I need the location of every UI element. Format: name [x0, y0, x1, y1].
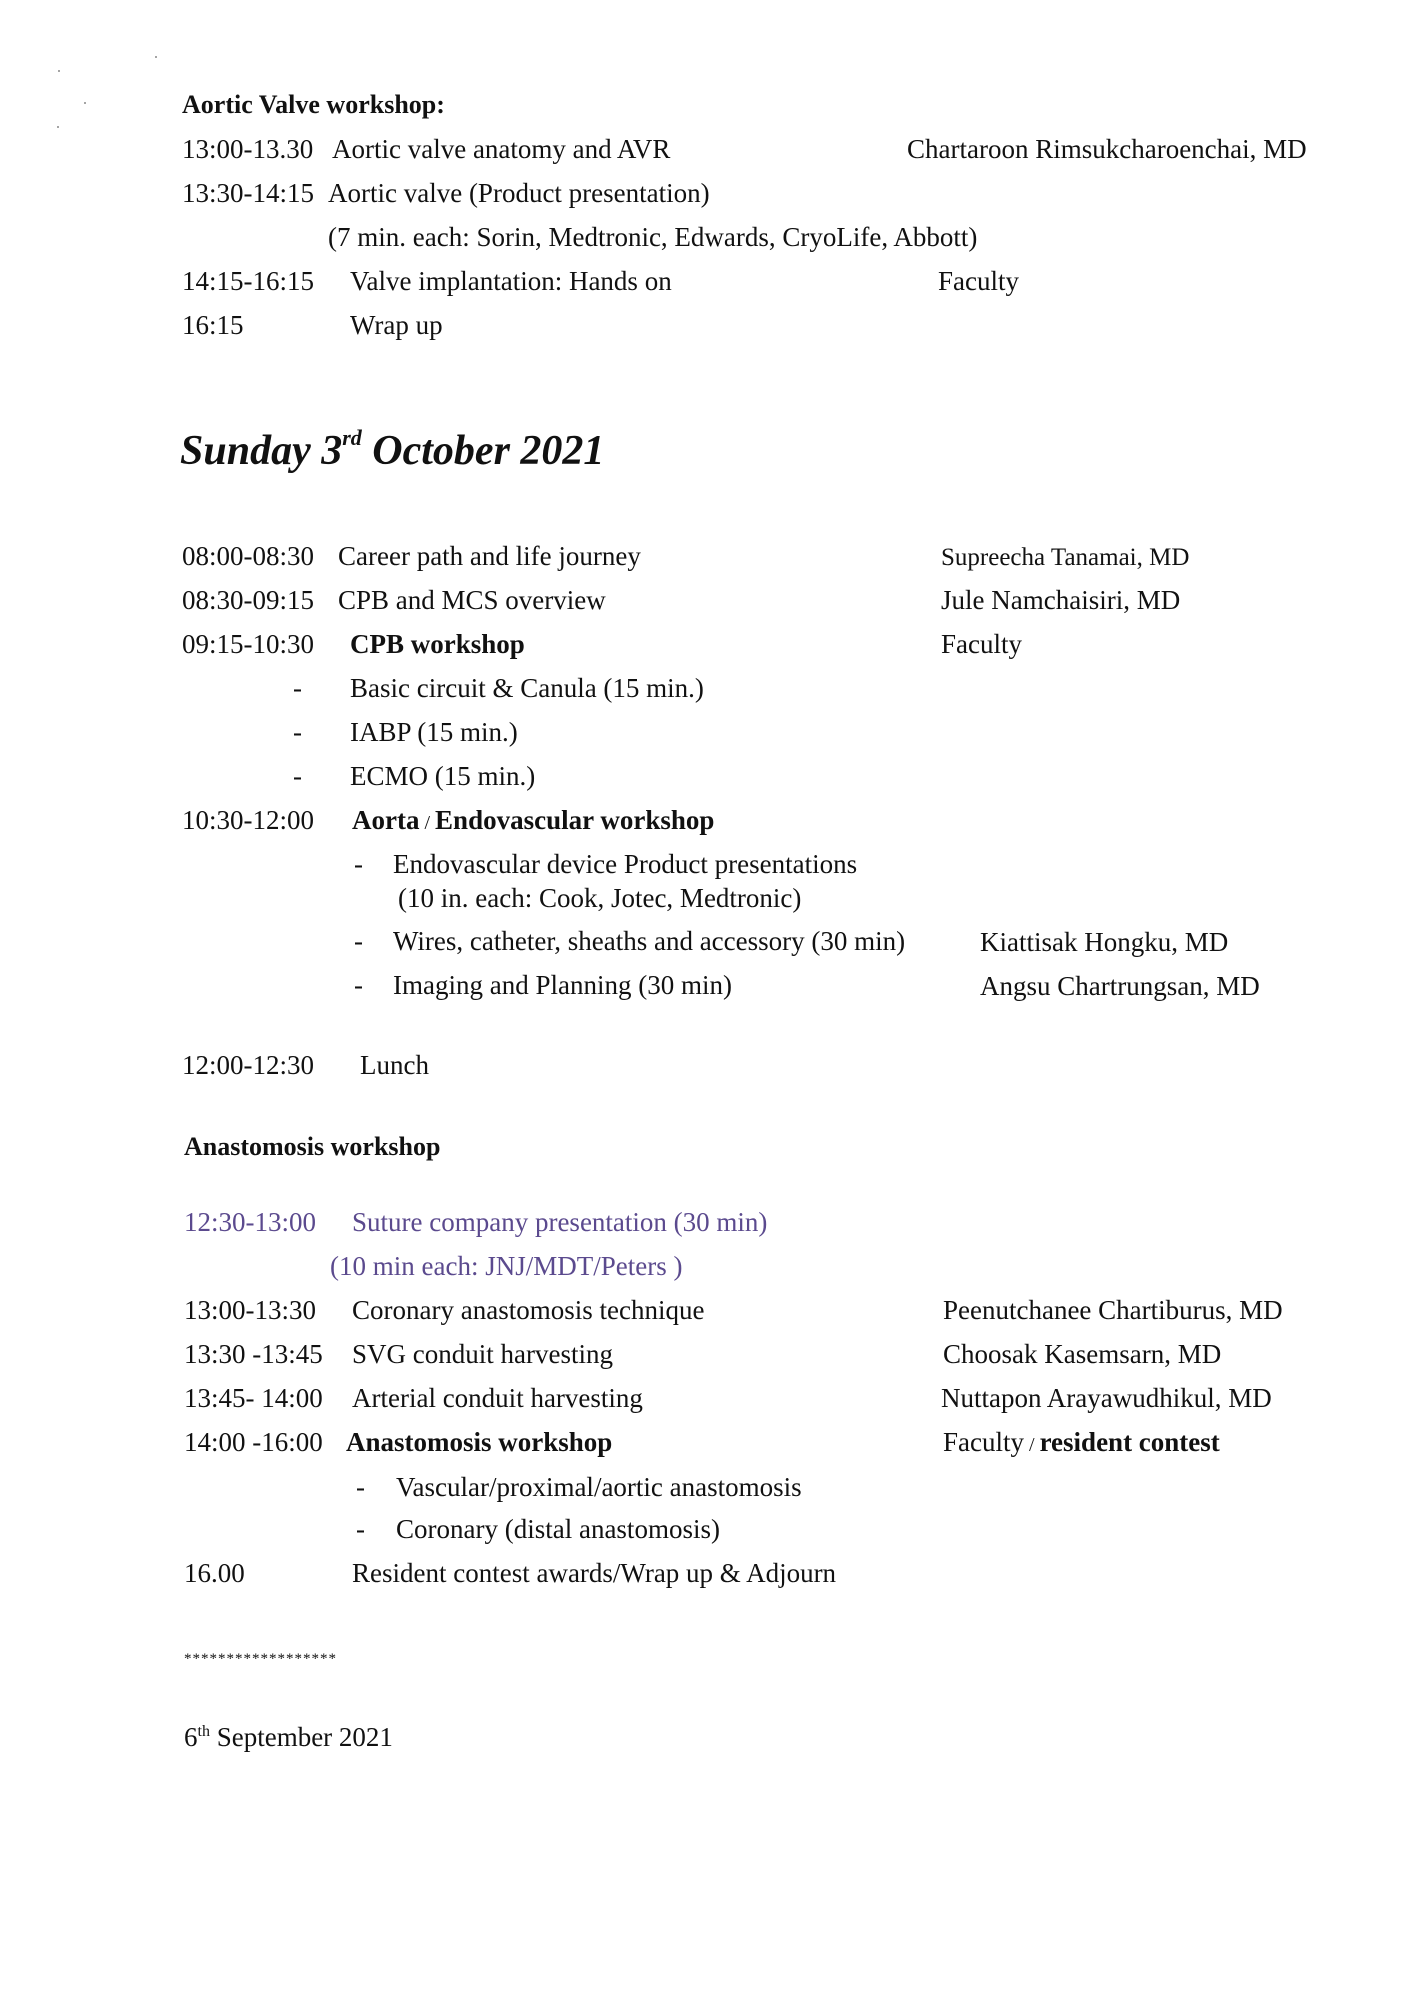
list-dash: -	[354, 926, 363, 956]
list-item: Imaging and Planning (30 min)	[393, 970, 732, 1000]
anastomosis-section-title: Anastomosis workshop	[184, 1132, 441, 1161]
speaker-separator: /	[1024, 1434, 1040, 1456]
schedule-time: 13:00-13:30	[184, 1295, 316, 1325]
list-item: Vascular/proximal/aortic anastomosis	[396, 1472, 802, 1502]
schedule-topic: Resident contest awards/Wrap up & Adjourn	[352, 1558, 837, 1588]
aortic-workshop-title: Aortic Valve workshop:	[182, 90, 445, 119]
issue-date-day: 6	[184, 1722, 198, 1752]
schedule-time: 16:15	[182, 310, 244, 340]
schedule-topic: Valve implantation: Hands on	[350, 266, 672, 296]
list-item: Wires, catheter, sheaths and accessory (30 min)	[393, 926, 906, 956]
list-item: IABP (15 min.)	[350, 717, 518, 747]
schedule-time: 13:30-14:15	[182, 178, 314, 208]
list-dash: -	[293, 717, 302, 747]
schedule-topic: Suture company presentation (30 min)	[352, 1207, 768, 1237]
schedule-topic: Anastomosis workshop	[346, 1427, 613, 1457]
schedule-topic	[352, 807, 714, 834]
schedule-topic-detail: (7 min. each: Sorin, Medtronic, Edwards, CryoLife, Abbott)	[328, 222, 978, 252]
schedule-time: 14:15-16:15	[182, 266, 314, 296]
schedule-topic: Lunch	[360, 1050, 429, 1080]
schedule-time: 16.00	[184, 1558, 245, 1588]
day-heading-suffix-sup: rd	[342, 425, 362, 450]
schedule-speaker: Kiattisak Hongku, MD	[980, 927, 1229, 957]
list-dash: -	[354, 970, 363, 1000]
schedule-speaker: Faculty	[938, 266, 1019, 296]
list-dash: -	[354, 849, 363, 879]
schedule-speaker: Chartaroon Rimsukcharoenchai, MD	[907, 134, 1307, 164]
schedule-time: 13:00-13.30	[182, 134, 314, 164]
schedule-speaker: Nuttapon Arayawudhikul, MD	[941, 1383, 1272, 1413]
list-item: Coronary (distal anastomosis)	[396, 1514, 720, 1544]
schedule-topic: Arterial conduit harvesting	[352, 1383, 643, 1413]
schedule-speaker	[943, 1429, 1220, 1456]
schedule-speaker: Choosak Kasemsarn, MD	[943, 1339, 1222, 1369]
schedule-time: 12:00-12:30	[182, 1050, 314, 1080]
schedule-topic-detail: (10 min each: JNJ/MDT/Peters )	[330, 1251, 683, 1281]
aorta-title-separator: /	[419, 812, 436, 834]
schedule-speaker: Faculty	[941, 629, 1022, 659]
faculty-label: Faculty	[943, 1427, 1024, 1457]
list-item: ECMO (15 min.)	[350, 761, 536, 791]
schedule-topic: Aortic valve (Product presentation)	[328, 178, 710, 208]
list-dash: -	[356, 1514, 365, 1544]
schedule-time: 10:30-12:00	[182, 805, 314, 835]
day-heading	[180, 425, 605, 474]
list-item-detail: (10 in. each: Cook, Jotec, Medtronic)	[398, 883, 802, 913]
list-dash: -	[356, 1472, 365, 1502]
schedule-topic: Aortic valve anatomy and AVR	[332, 134, 671, 164]
day-heading-prefix: Sunday 3	[180, 428, 343, 474]
schedule-topic: CPB and MCS overview	[338, 585, 606, 615]
schedule-time: 08:00-08:30	[182, 541, 314, 571]
schedule-speaker: Supreecha Tanamai, MD	[941, 544, 1190, 571]
list-dash: -	[293, 673, 302, 703]
schedule-time: 13:30 -13:45	[184, 1339, 323, 1369]
resident-contest-label: resident contest	[1039, 1427, 1220, 1457]
aorta-title: Aorta	[352, 805, 420, 835]
schedule-time: 14:00 -16:00	[184, 1427, 323, 1457]
list-item: Basic circuit & Canula (15 min.)	[350, 673, 704, 703]
list-item: Endovascular device Product presentations	[393, 849, 858, 879]
schedule-speaker: Peenutchanee Chartiburus, MD	[943, 1295, 1283, 1325]
schedule-topic: Wrap up	[350, 310, 443, 340]
schedule-time: 13:45- 14:00	[184, 1383, 323, 1413]
scan-speck	[84, 102, 86, 104]
schedule-time: 12:30-13:00	[184, 1207, 316, 1237]
schedule-topic: Coronary anastomosis technique	[352, 1295, 705, 1325]
day-heading-rest: October 2021	[361, 428, 605, 474]
asterisk-divider: ******************	[184, 1651, 337, 1667]
issue-date-sup: th	[197, 1723, 210, 1740]
endovascular-title: Endovascular workshop	[435, 805, 715, 835]
schedule-speaker: Angsu Chartrungsan, MD	[980, 971, 1260, 1001]
schedule-topic: CPB workshop	[350, 629, 525, 659]
scan-speck	[58, 70, 60, 72]
issue-date-rest: September 2021	[209, 1722, 393, 1752]
schedule-topic: SVG conduit harvesting	[352, 1339, 613, 1369]
scan-speck	[155, 56, 157, 58]
schedule-topic: Career path and life journey	[338, 541, 641, 571]
list-dash: -	[293, 761, 302, 791]
schedule-time: 08:30-09:15	[182, 585, 314, 615]
scan-speck	[57, 126, 59, 128]
schedule-speaker: Jule Namchaisiri, MD	[941, 585, 1181, 615]
schedule-time: 09:15-10:30	[182, 629, 314, 659]
issue-date	[184, 1724, 393, 1751]
